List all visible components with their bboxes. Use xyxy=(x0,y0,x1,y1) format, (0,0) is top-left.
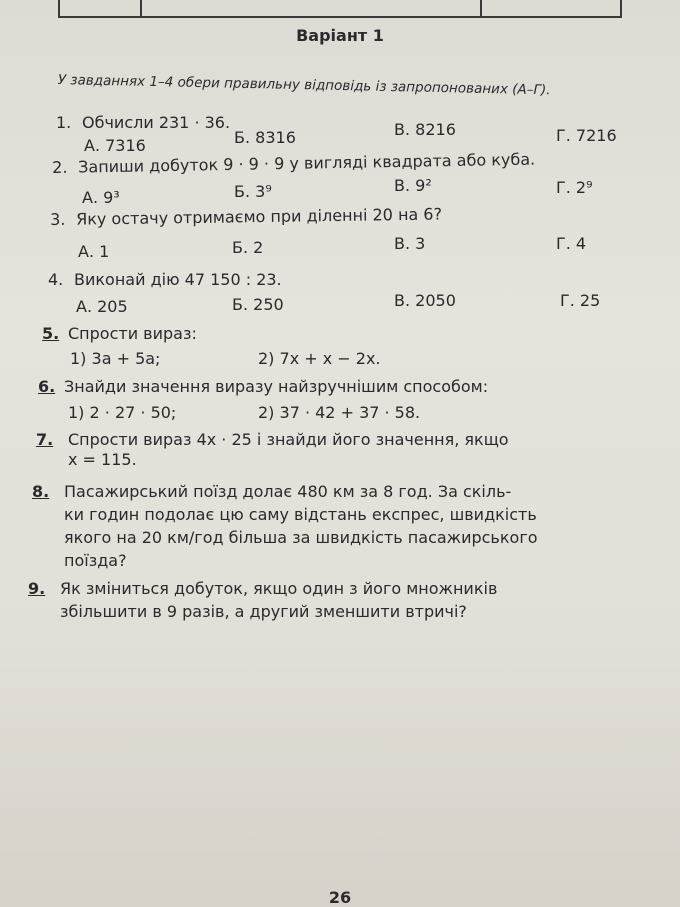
option-a: А. 7316 xyxy=(84,136,146,155)
subtask-1: 1) 3a + 5a; xyxy=(70,349,161,368)
option-b: Б. 250 xyxy=(232,295,284,314)
question-7 xyxy=(36,430,656,470)
question-number: 6. xyxy=(38,377,56,396)
option-g: Г. 4 xyxy=(556,234,587,253)
question-number: 8. xyxy=(32,482,50,501)
option-a: А. 205 xyxy=(76,297,128,316)
page-number: 26 xyxy=(328,888,352,907)
question-1 xyxy=(56,113,230,132)
subtask-1: 1) 2 · 27 · 50; xyxy=(68,403,177,422)
question-4 xyxy=(48,270,282,289)
question-number: 2. xyxy=(52,157,68,177)
option-b: Б. 8316 xyxy=(234,128,296,147)
question-number: 4. xyxy=(48,270,64,289)
question-9 xyxy=(28,577,658,623)
question-5 xyxy=(42,324,197,343)
question-line: Пасажирський поїзд долає 480 км за 8 год. За скіль- xyxy=(64,482,512,501)
question-line: x = 115. xyxy=(68,450,137,469)
question-text: Знайди значення виразу найзручнішим способом: xyxy=(64,377,489,396)
option-v: В. 9² xyxy=(394,176,432,195)
subtask-2: 2) 7x + x − 2x. xyxy=(258,349,381,368)
option-a: А. 9³ xyxy=(82,188,120,207)
option-g: Г. 7216 xyxy=(556,126,617,145)
question-3 xyxy=(50,205,442,229)
question-line: якого на 20 км/год більша за швидкість пасажирського xyxy=(64,528,538,547)
question-line: ки годин подолає цю саму відстань експрес, швидкість xyxy=(64,505,537,524)
option-b: Б. 3⁹ xyxy=(234,182,272,201)
option-a: А. 1 xyxy=(78,242,110,261)
question-8 xyxy=(32,480,662,572)
question-number: 3. xyxy=(50,209,66,229)
question-text: Запиши добуток 9 · 9 · 9 у вигляді квадрата або куба. xyxy=(77,149,536,177)
question-number: 1. xyxy=(56,113,72,132)
question-6 xyxy=(38,377,488,396)
option-g: Г. 25 xyxy=(560,291,601,310)
question-text: Спрости вираз: xyxy=(68,324,197,343)
question-number: 9. xyxy=(28,579,46,598)
question-line: збільшити в 9 разів, а другий зменшити втричі? xyxy=(60,602,467,621)
option-g: Г. 2⁹ xyxy=(556,178,593,197)
question-text: Яку остачу отримаємо при діленні 20 на 6? xyxy=(75,204,443,229)
top-table-fragment xyxy=(58,0,622,18)
question-text: Обчисли 231 · 36. xyxy=(82,113,231,132)
option-v: В. 3 xyxy=(394,234,426,253)
subtask-2: 2) 37 · 42 + 37 · 58. xyxy=(258,403,421,422)
question-line: Спрости вираз 4x · 25 і знайди його значення, якщо xyxy=(68,430,509,449)
question-number: 5. xyxy=(42,324,60,343)
question-line: поїзда? xyxy=(64,551,127,570)
question-line: Як зміниться добуток, якщо один з його множників xyxy=(60,579,498,598)
question-number: 7. xyxy=(36,430,54,449)
option-b: Б. 2 xyxy=(232,238,264,257)
table-divider xyxy=(140,0,142,16)
option-v: В. 8216 xyxy=(394,120,456,139)
question-text: Виконай дію 47 150 : 23. xyxy=(74,270,282,289)
variant-title: Варіант 1 xyxy=(296,26,384,45)
option-v: В. 2050 xyxy=(394,291,456,310)
table-divider xyxy=(480,0,482,16)
instruction-text: У завданнях 1–4 обери правильну відповідь із запропонованих (А–Г). xyxy=(57,72,551,99)
